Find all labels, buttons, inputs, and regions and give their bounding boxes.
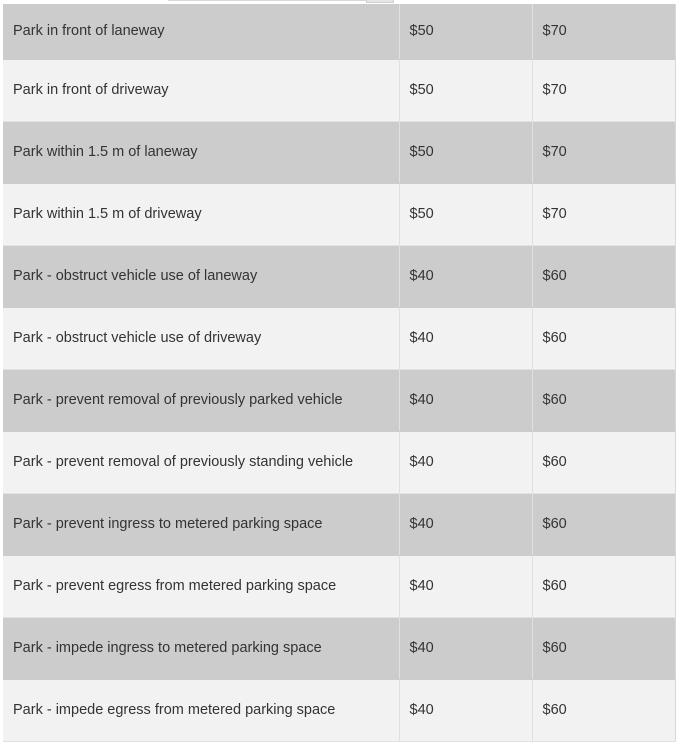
offence-cell: Park - prevent ingress to metered parking space: [3, 493, 399, 555]
fine-cell: $40: [399, 307, 532, 369]
offence-cell: Park - obstruct vehicle use of driveway: [3, 307, 399, 369]
scroll-handle[interactable]: [366, 0, 394, 3]
fine-cell: $40: [399, 617, 532, 679]
offence-cell: Park - prevent removal of previously parked vehicle: [3, 369, 399, 431]
fine-cell: $40: [399, 555, 532, 617]
fine-cell: $70: [532, 59, 675, 121]
fine-cell: $50: [399, 4, 532, 59]
fine-cell: $60: [532, 617, 675, 679]
fine-cell: $50: [399, 59, 532, 121]
fine-cell: $60: [532, 245, 675, 307]
fine-cell: $40: [399, 679, 532, 741]
fine-cell: $40: [399, 431, 532, 493]
table-row: [3, 245, 675, 307]
offence-cell: Park - prevent egress from metered parking space: [3, 555, 399, 617]
fine-cell: $70: [532, 4, 675, 59]
table-row: [3, 431, 675, 493]
fine-cell: $70: [532, 121, 675, 183]
offence-cell: Park in front of driveway: [3, 59, 399, 121]
offence-cell: Park - impede egress from metered parking space: [3, 679, 399, 741]
fine-cell: $70: [532, 183, 675, 245]
table-row: [3, 555, 675, 617]
table-row: [3, 59, 675, 121]
table-row: [3, 493, 675, 555]
table-row: [3, 307, 675, 369]
fine-cell: $60: [532, 307, 675, 369]
table-row: [3, 679, 675, 741]
divider: [168, 0, 366, 1]
fines-table: [3, 4, 676, 742]
offence-cell: Park - prevent removal of previously standing vehicle: [3, 431, 399, 493]
fine-cell: $40: [399, 369, 532, 431]
offence-cell: Park within 1.5 m of driveway: [3, 183, 399, 245]
fine-cell: $40: [399, 493, 532, 555]
fine-cell: $50: [399, 183, 532, 245]
offence-cell: Park - obstruct vehicle use of laneway: [3, 245, 399, 307]
fine-cell: $60: [532, 679, 675, 741]
fine-cell: $60: [532, 493, 675, 555]
fine-cell: $60: [532, 555, 675, 617]
offence-cell: Park in front of laneway: [3, 4, 399, 59]
fine-cell: $60: [532, 369, 675, 431]
table-row: [3, 121, 675, 183]
fine-cell: $60: [532, 431, 675, 493]
offence-cell: Park within 1.5 m of laneway: [3, 121, 399, 183]
table-row: [3, 369, 675, 431]
fine-cell: $40: [399, 245, 532, 307]
offence-cell: Park - impede ingress to metered parking space: [3, 617, 399, 679]
fine-cell: $50: [399, 121, 532, 183]
table-row: [3, 617, 675, 679]
table-row: [3, 183, 675, 245]
table-row: [3, 4, 675, 59]
